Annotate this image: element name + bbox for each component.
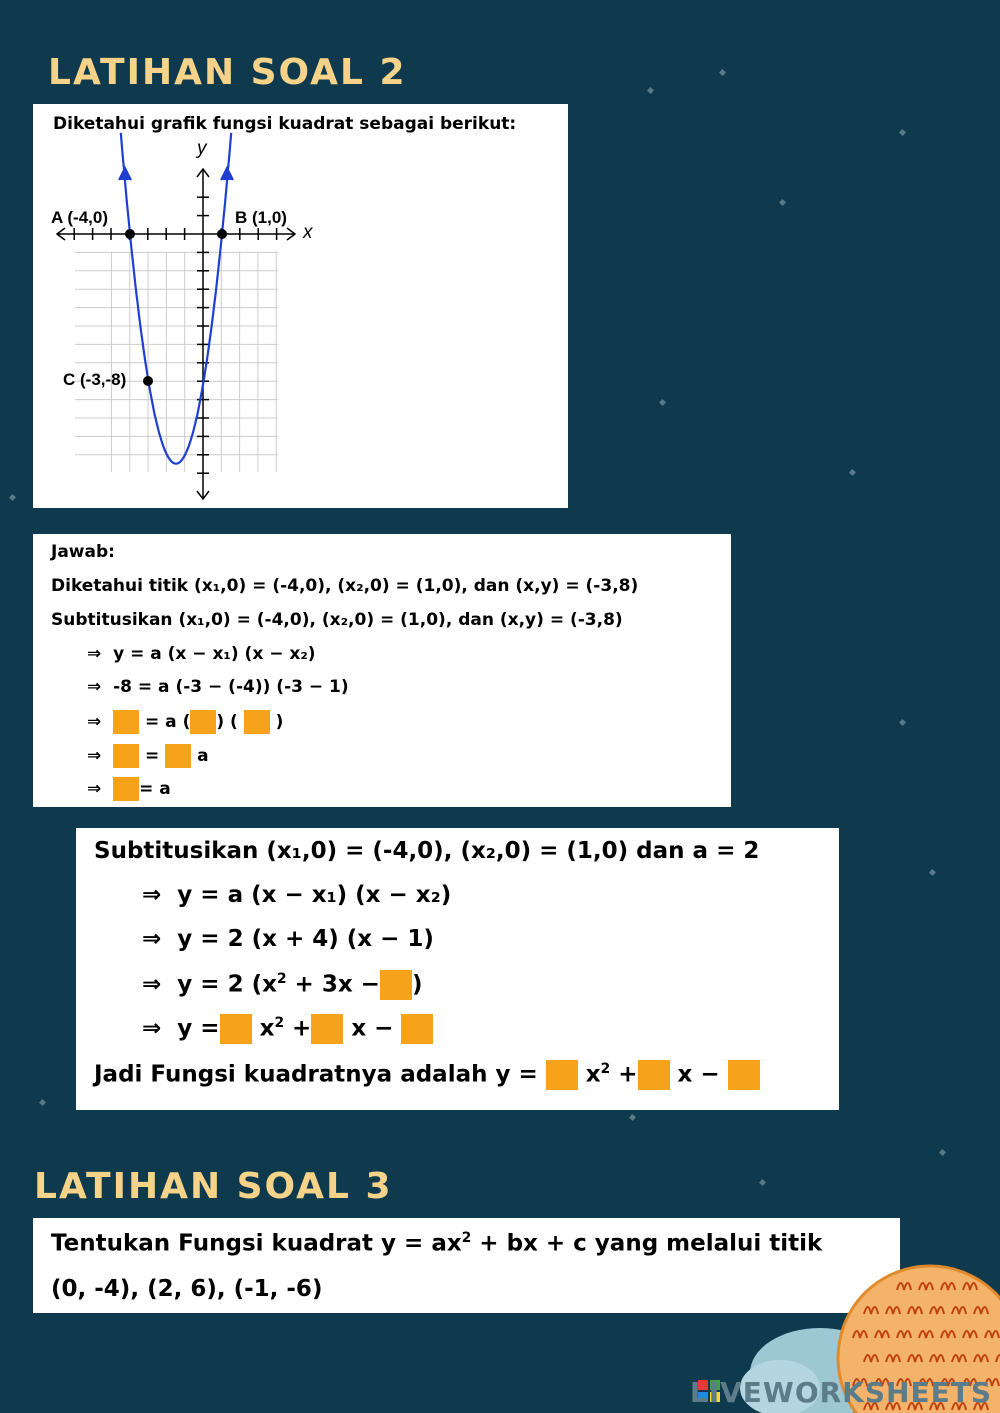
graph-intro: Diketahui grafik fungsi kuadrat sebagai berikut:: [53, 114, 517, 134]
point-a-label: A (-4,0): [51, 208, 108, 227]
jawab-line1: Diketahui titik (x₁,0) = (-4,0), (x₂,0) = (1,0), dan (x,y) = (-3,8): [51, 576, 639, 596]
jawab-line2: Subtitusikan (x₁,0) = (-4,0), (x₂,0) = (1,0), dan (x,y) = (-3,8): [51, 610, 623, 630]
point-c-marker: [143, 376, 153, 386]
subst-step1: ⇒ y = a (x − x₁) (x − x₂): [142, 882, 452, 908]
soal2-heading: LATIHAN SOAL 2: [48, 52, 407, 93]
substitution-card: [76, 828, 839, 1110]
answer-blank[interactable]: [244, 710, 270, 734]
implies-icon: ⇒: [87, 779, 102, 799]
answer-blank[interactable]: [190, 710, 216, 734]
background-speck: [659, 399, 666, 406]
axis-x-label: x: [303, 222, 313, 243]
jawab-step1: ⇒ y = a (x − x₁) (x − x₂): [87, 644, 316, 664]
subst-step3: ⇒ y = 2 ($x^2 + 3x$ − ): [142, 970, 422, 1000]
soal3-line2: (0, -4), (2, 6), (-1, -6): [51, 1276, 323, 1302]
parabola-graph: [33, 104, 568, 508]
answer-blank[interactable]: [638, 1060, 670, 1090]
background-speck: [929, 869, 936, 876]
soal3-heading: LATIHAN SOAL 3: [34, 1166, 393, 1207]
jawab-step5: ⇒ = a: [87, 779, 171, 799]
answer-blank[interactable]: [311, 1014, 343, 1044]
jawab-step4: ⇒ = a: [87, 746, 209, 766]
jawab-label: Jawab:: [51, 542, 115, 562]
point-a-marker: [125, 229, 135, 239]
subst-step4: ⇒ $y = x^2 + x$ −: [142, 1014, 433, 1044]
implies-icon: ⇒: [142, 1015, 162, 1042]
graph-card: [33, 104, 568, 508]
answer-blank[interactable]: [113, 710, 139, 734]
background-speck: [9, 494, 16, 501]
implies-icon: ⇒: [87, 746, 102, 766]
jawab-card: [33, 534, 731, 807]
background-speck: [39, 1099, 46, 1106]
background-speck: [899, 129, 906, 136]
implies-icon: ⇒: [142, 926, 162, 952]
subst-conclusion: Jadi Fungsi kuadratnya adalah $y = x^2 + x$ −: [94, 1060, 760, 1090]
answer-blank[interactable]: [546, 1060, 578, 1090]
background-speck: [759, 1179, 766, 1186]
subst-step2: ⇒ y = 2 (x + 4) (x − 1): [142, 926, 434, 952]
implies-icon: ⇒: [87, 677, 102, 697]
point-c-label: C (-3,-8): [63, 370, 127, 389]
point-b-marker: [217, 229, 227, 239]
implies-icon: ⇒: [87, 644, 102, 664]
axis-y-label: y: [197, 138, 207, 159]
answer-blank[interactable]: [113, 777, 139, 801]
subst-line1: Subtitusikan (x₁,0) = (-4,0), (x₂,0) = (1,0) dan a = 2: [94, 838, 760, 864]
implies-icon: ⇒: [142, 971, 162, 998]
answer-blank[interactable]: [380, 970, 412, 1000]
background-speck: [939, 1149, 946, 1156]
implies-icon: ⇒: [142, 882, 162, 908]
answer-blank[interactable]: [220, 1014, 252, 1044]
jawab-step2: ⇒ -8 = a (-3 − (-4)) (-3 − 1): [87, 677, 349, 697]
background-speck: [629, 1114, 636, 1121]
background-speck: [719, 69, 726, 76]
answer-blank[interactable]: [165, 744, 191, 768]
implies-icon: ⇒: [87, 712, 102, 732]
soal3-line1: Tentukan Fungsi kuadrat $y = ax^2$ + bx + c yang melalui titik: [51, 1230, 823, 1257]
answer-blank[interactable]: [728, 1060, 760, 1090]
point-b-label: B (1,0): [235, 208, 287, 227]
jawab-step3: ⇒ = a ( ) ( ): [87, 712, 284, 732]
background-speck: [899, 719, 906, 726]
background-speck: [647, 87, 654, 94]
watermark: LIVEWORKSHEETS: [689, 1376, 992, 1409]
answer-blank[interactable]: [401, 1014, 433, 1044]
background-speck: [779, 199, 786, 206]
background-speck: [849, 469, 856, 476]
parabola-curve: [121, 133, 231, 464]
answer-blank[interactable]: [113, 744, 139, 768]
